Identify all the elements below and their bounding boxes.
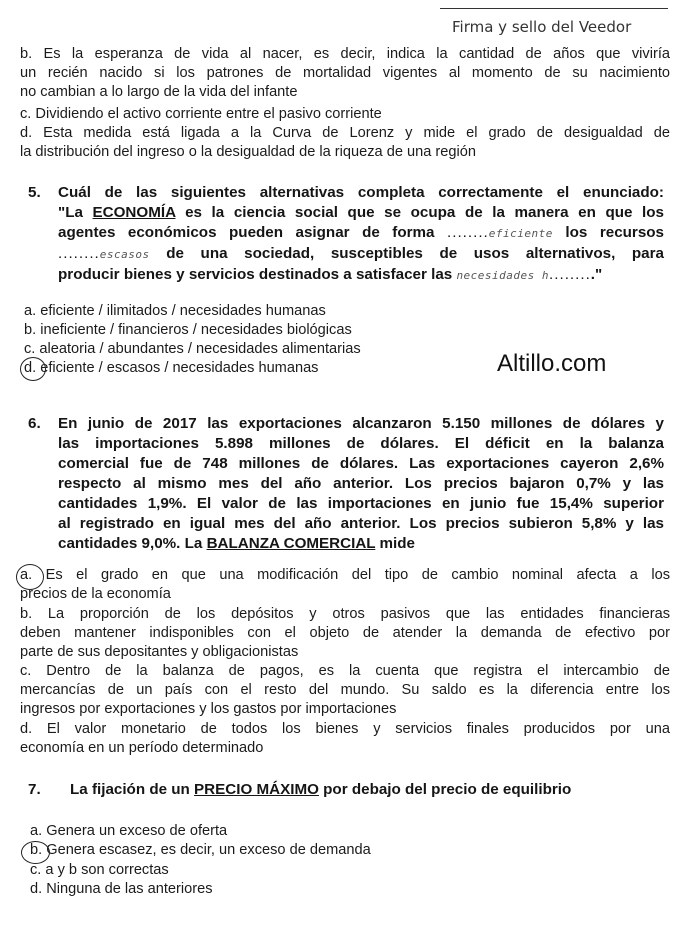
q6-option-a-line: a. Es el grado en que una modificación del tipo de cambio nominal afecta a los: [20, 567, 670, 583]
q6-option-b-line: deben mantener indisponibles con el objeto de atender la demanda de efectivo por: [20, 625, 670, 641]
handwritten-answer: necesidades h: [456, 269, 550, 282]
q6-option-c-line: ingresos por exportaciones y los gastos por importaciones: [20, 701, 397, 717]
selected-answer-circle: [21, 841, 50, 864]
veedor-signature-label: Firma y sello del Veedor: [452, 18, 632, 36]
q6-line: cantidades 9,0%. La BALANZA COMERCIAL mide: [58, 535, 415, 552]
q5-line-1: Cuál de las siguientes alternativas completa correctamente el enunciado:: [58, 184, 664, 201]
q4-option-d-line: la distribución del ingreso o la desigualdad de la riqueza de una región: [20, 144, 476, 160]
q4-option-b-line: no cambian a lo largo de la vida del infante: [20, 84, 298, 100]
q5-line-2: "La ECONOMÍA es la ciencia social que se ocupa de la manera en que los: [58, 204, 664, 221]
q5-option-b: b. ineficiente / financieros / necesidades biológicas: [24, 322, 352, 338]
q5-line-5: producir bienes y servicios destinados a satisfacer las necesidades h.........": [58, 266, 603, 283]
q6-line: las importaciones 5.898 millones de dólares. El déficit en la balanza: [58, 435, 664, 452]
question-text: La fijación de un PRECIO MÁXIMO por debajo del precio de equilibrio: [70, 781, 572, 798]
q6-option-d: [20, 720, 670, 758]
q4-option-c: c. Dividiendo el activo corriente entre el pasivo corriente: [20, 106, 382, 122]
q6-line: comercial fue de 748 millones de dólares. Las exportaciones cayeron 2,6%: [58, 455, 664, 472]
question-text: [58, 414, 664, 554]
q6-line: cantidades 1,9%. El valor de las importaciones en junio fue 15,4% superior: [58, 495, 664, 512]
q5-option-d: d. eficiente / escasos / necesidades humanas: [24, 360, 319, 376]
question-text: [58, 183, 664, 286]
q6-option-c-line: c. Dentro de la balanza de pagos, es la cuenta que registra el intercambio de: [20, 663, 670, 679]
q4-option-b-line: un recién nacido si los patrones de mortalidad vigentes al momento de su nacimiento: [20, 65, 670, 81]
signature-line: [440, 8, 668, 9]
question-number: 5.: [28, 184, 41, 201]
q5-line-4: ........escasos de una sociedad, susceptibles de usos alternativos, para: [58, 245, 664, 262]
handwritten-answer: eficiente: [488, 227, 553, 240]
q5-line-3: agentes económicos pueden asignar de forma ........eficiente los recursos: [58, 224, 665, 241]
keyword-balanza-comercial: BALANZA COMERCIAL: [206, 535, 376, 552]
keyword-precio-maximo: PRECIO MÁXIMO: [194, 781, 319, 798]
question-number: 7.: [28, 781, 41, 798]
q7-option-a: a. Genera un exceso de oferta: [30, 823, 228, 839]
selected-answer-circle: [20, 357, 46, 381]
q6-option-c: [20, 662, 670, 719]
keyword-economia: ECONOMÍA: [92, 204, 176, 221]
q6-option-b: [20, 605, 670, 662]
q6-line: al registrado en igual mes del año anterior. Los precios subieron 5,8% y las: [58, 515, 664, 532]
q4-option-b: [20, 45, 670, 102]
q4-option-d: [20, 124, 670, 162]
q7-option-b: b. Genera escasez, es decir, un exceso de demanda: [30, 842, 371, 858]
q7-option-d: d. Ninguna de las anteriores: [30, 881, 213, 897]
q4-option-d-line: d. Esta medida está ligada a la Curva de Lorenz y mide el grado de desigualdad de: [20, 125, 670, 141]
q6-line: En junio de 2017 las exportaciones alcanzaron 5.150 millones de dólares y: [58, 415, 664, 432]
q6-option-a: [20, 566, 670, 604]
q4-option-b-line: b. Es la esperanza de vida al nacer, es decir, indica la cantidad de años que viviría: [20, 46, 670, 62]
q7-option-c: c. a y b son correctas: [30, 862, 169, 878]
q5-option-a: a. eficiente / ilimitados / necesidades humanas: [24, 303, 326, 319]
handwritten-answer: escasos: [99, 248, 150, 261]
q5-option-c: c. aleatoria / abundantes / necesidades alimentarias: [24, 341, 361, 357]
q6-option-c-line: mercancías de un país con el resto del mundo. Su saldo es la diferencia entre los: [20, 682, 670, 698]
q6-option-b-line: b. La proporción de los depósitos y otros pasivos que las entidades financieras: [20, 606, 670, 622]
q6-option-d-line: economía en un período determinado: [20, 740, 264, 756]
q6-line: respecto al mismo mes del año anterior. Los precios bajaron 0,7% y las: [58, 475, 664, 492]
selected-answer-circle: [16, 564, 44, 590]
q6-option-b-line: parte de sus depositantes y obligacionistas: [20, 644, 299, 660]
altillo-watermark: Altillo.com: [497, 350, 607, 377]
q6-option-d-line: d. El valor monetario de todos los bienes y servicios finales producidos por una: [20, 721, 670, 737]
question-number: 6.: [28, 415, 41, 432]
q6-option-a-line: precios de la economía: [20, 586, 171, 602]
